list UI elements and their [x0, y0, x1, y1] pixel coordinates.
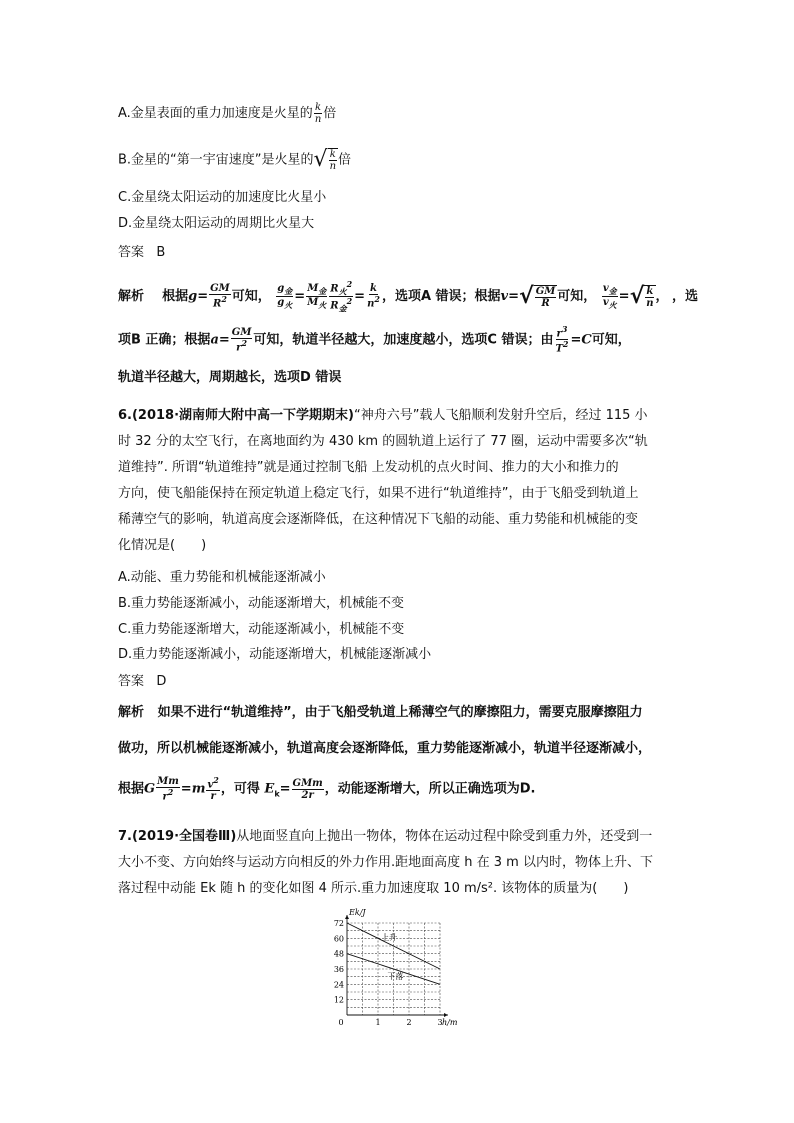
q5-analysis-line-1: 解析 根据g= $\frac{GM}{R^2}$ 可知， $\frac{g_金}{g_火}$ = $\frac{M_金}{M_火}$ $\frac{R_火^2}{R_金^2}$ = $\frac{k}{n^2}$ ，选项A 错误；根据v= √ $\frac{GM}{R}$ 可知， $\frac{v_金}{v_火}$ = √ $\frac{k}{n}$ ， ，选: [118, 279, 699, 314]
x-axis-arrow: [444, 1013, 448, 1017]
answer-value: B: [156, 245, 166, 260]
y-axis-label: Ek/J: [349, 908, 366, 917]
q6-line-5: 稀薄空气的影响，轨道高度会逐渐降低，在这种情况下飞船的动能、重力势能和机械能的变: [118, 512, 639, 527]
formula-g-ratio: $\frac{g_金}{g_火}$: [277, 283, 293, 311]
analysis-label: 解析: [118, 289, 145, 305]
sqrt-symbol: √ $\frac{k}{n}$: [313, 147, 337, 172]
formula-gmm-over-2r: $\frac{\text{GMm}}{2r}$: [292, 777, 323, 801]
text: 可知，轨道半径越大，加速度越小，选项C 错误；由: [253, 332, 554, 348]
text: ，选: [672, 289, 699, 305]
formula-r3-over-t2: $\frac{r^3}{T^2}$: [555, 324, 569, 355]
q6-analysis-line-1: [118, 706, 643, 719]
q6-stem: [118, 403, 678, 559]
text: ，可得: [220, 781, 260, 797]
q7-stem: [118, 824, 678, 902]
series-label: 上升: [381, 932, 398, 942]
text: 如果不进行“轨道维持”，由于飞船受轨道上稀薄空气的摩擦阻力，需要克服摩擦阻力: [157, 705, 643, 720]
q5-option-c: C.金星绕太阳运动的加速度比火星小: [118, 190, 327, 205]
analysis-label: 解析: [118, 705, 145, 720]
q6-line-4: 方向，使飞船能保持在预定轨道上稳定飞行，如果不进行“轨道维持”，由于飞船受到轨道上: [118, 486, 639, 501]
q7-line-3: 落过程中动能 Ek 随 h 的变化如图 4 所示.重力加速度取 10 m/s². 该物体的质量为( ): [118, 881, 629, 896]
text: 根据: [162, 289, 189, 305]
text: 从地面竖直向上抛出一物体，物体在运动过程中除受到重力外，还受到一: [236, 829, 653, 844]
q6-option-b: B.重力势能逐渐减小，动能逐渐增大，机械能不变: [118, 596, 405, 611]
text: 项B 正确；根据: [118, 332, 211, 348]
q5-option-a: [118, 102, 336, 125]
y-tick-label: 72: [333, 919, 344, 928]
formula-gm-over-r2: $\frac{GM}{R^2}$: [210, 283, 230, 310]
q6-source: 6.(2018·湖南师大附中高一下学期期末): [118, 408, 354, 423]
x-tick-label: 3: [437, 1018, 443, 1027]
q6-line-6: 化情况是( ): [118, 538, 207, 553]
y-tick-label: 36: [333, 965, 344, 974]
q6-option-d: D.重力势能逐渐减小，动能逐渐增大，机械能逐渐减小: [118, 647, 432, 662]
answer-label: 答案: [118, 245, 145, 260]
formula-v-ratio: $\frac{v_金}{v_火}$: [602, 283, 617, 311]
text: “神舟六号”载人飞船顺利发射升空后，经过 115 小: [354, 408, 648, 423]
q7-line-1: [118, 824, 678, 850]
text: 可知，: [591, 332, 631, 348]
series-label: 下落: [387, 972, 404, 981]
q5-analysis-line-2: 项B 正确；根据a= $\frac{GM}{r^2}$ 可知，轨道半径越大，加速度越小，选项C 错误；由 $\frac{r^3}{T^2}$ =C可知，: [118, 324, 631, 355]
formula-gm-over-r2-lower: $\frac{GM}{r^2}$: [231, 326, 252, 353]
text: ，动能逐渐增大，所以正确选项为D.: [324, 781, 536, 797]
formula-r-ratio: $\frac{R_火^2}{R_金^2}$: [330, 279, 353, 314]
text: 可知，: [557, 289, 597, 305]
formula-mm-over-r2: $\frac{Mm}{r^2}$: [157, 776, 179, 803]
q5-option-d: D.金星绕太阳运动的周期比火星大: [118, 216, 315, 231]
q6-analysis-line-2: 做功，所以机械能逐渐减小，轨道高度会逐渐降低，重力势能逐渐减小，轨道半径逐渐减小，: [118, 741, 652, 756]
y-tick-label: 48: [333, 949, 344, 959]
ek-vs-h-chart: [325, 905, 465, 1030]
q5-option-a-suffix: 倍: [323, 106, 337, 121]
fraction-denominator: n: [314, 114, 322, 125]
x-tick-label: 1: [375, 1018, 381, 1027]
x-axis-label: h/m: [442, 1018, 458, 1027]
formula-m-ratio: $\frac{M_金}{M_火}$: [307, 283, 327, 311]
x-tick-label: 2: [406, 1018, 412, 1027]
q5-option-a-text: A.金星表面的重力加速度是火星的: [118, 106, 313, 121]
q6-line-2: 时 32 分的太空飞行，在离地面约为 430 km 的圆轨道上运行了 77 圈，运动中需要多次“轨: [118, 434, 648, 449]
y-tick-label: 12: [333, 995, 344, 1005]
q6-line-1: [118, 403, 678, 429]
text: 根据: [118, 781, 145, 797]
q7-source: 7.(2019·全国卷Ⅲ): [118, 829, 237, 844]
text: 可知，: [231, 289, 271, 305]
q7-line-2: 大小不变、方向始终与运动方向相反的外力作用.距地面高度 h 在 3 m 以内时，物体上升、下: [118, 855, 653, 870]
formula-v2-over-r: $\frac{v^2}{r}$: [207, 775, 219, 803]
q6-option-a: A.动能、重力势能和机械能逐渐减小: [118, 570, 326, 585]
x-tick-label: 0: [338, 1018, 344, 1027]
q6-option-c: C.重力势能逐渐增大，动能逐渐减小，机械能不变: [118, 622, 405, 637]
fraction-denominator: n: [329, 161, 337, 172]
q5-analysis-line-3: 轨道半径越大，周期越长，选项D 错误: [118, 370, 342, 385]
q5-option-a-fraction: [314, 102, 322, 125]
y-tick-label: 24: [333, 980, 344, 990]
fraction-numerator: k: [315, 102, 322, 113]
y-tick-label: 60: [333, 934, 344, 944]
q5-answer: [118, 246, 165, 259]
q5-option-b-suffix: 倍: [338, 152, 352, 168]
answer-value: D: [156, 674, 167, 689]
q6-answer: [118, 675, 166, 688]
answer-label: 答案: [118, 674, 145, 689]
fraction-numerator: k: [329, 149, 336, 160]
q5-option-b: [118, 148, 351, 172]
q6-analysis-line-3: 根据G $\frac{Mm}{r^2}$ =m $\frac{v^2}{r}$ ，可得 $E_k=$ $\frac{\text{GMm}}{2r}$ ，动能逐渐增大，所以正确选项为D.: [118, 775, 536, 803]
formula-k-over-n2: $\frac{k}{n^2}$: [367, 283, 380, 310]
q5-option-b-text: B.金星的“第一宇宙速度”是火星的: [118, 152, 314, 168]
text: ，选项A 错误；根据: [381, 289, 501, 305]
q6-line-3: 道维持”. 所谓“轨道维持”就是通过控制飞船 上发动机的点火时间、推力的大小和推力的: [118, 460, 619, 475]
formula-sqrt-gm-over-r: √ $\frac{GM}{R}$: [519, 283, 556, 309]
formula-sqrt-k-over-n: √ $\frac{k}{n}$: [629, 283, 654, 309]
